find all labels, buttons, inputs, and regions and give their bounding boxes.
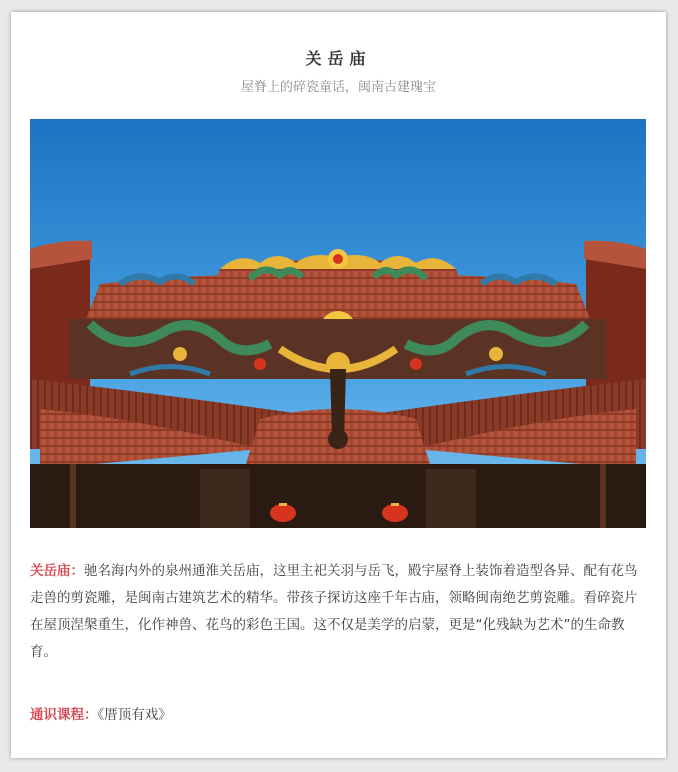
intro-label: 关岳庙： xyxy=(30,563,84,579)
page-title: 关岳庙 xyxy=(305,49,372,68)
temple-roof-photo xyxy=(30,119,646,528)
page-subtitle: 屋脊上的碎瓷童话，闽南古建瑰宝 xyxy=(240,80,436,95)
course-label: 通识课程： xyxy=(30,707,98,723)
intro-paragraph xyxy=(30,558,646,666)
intro-text: 驰名海内外的泉州通淮关岳庙，这里主祀关羽与岳飞，殿宇屋脊上装饰着造型各异、配有花鸟走兽的剪瓷雕，是闽南古建筑艺术的精华。带孩子探访这座千年古庙，领略闽南绝艺剪瓷雕。看碎瓷片在屋顶涅槃重生，化作神兽、花鸟的彩色王国。这不仅是美学的启蒙，更是“化残缺为艺术”的生命教育。 xyxy=(30,563,638,660)
course-name: 《厝顶有戏》 xyxy=(97,707,172,723)
article-card xyxy=(11,12,666,758)
course-line xyxy=(30,703,172,723)
